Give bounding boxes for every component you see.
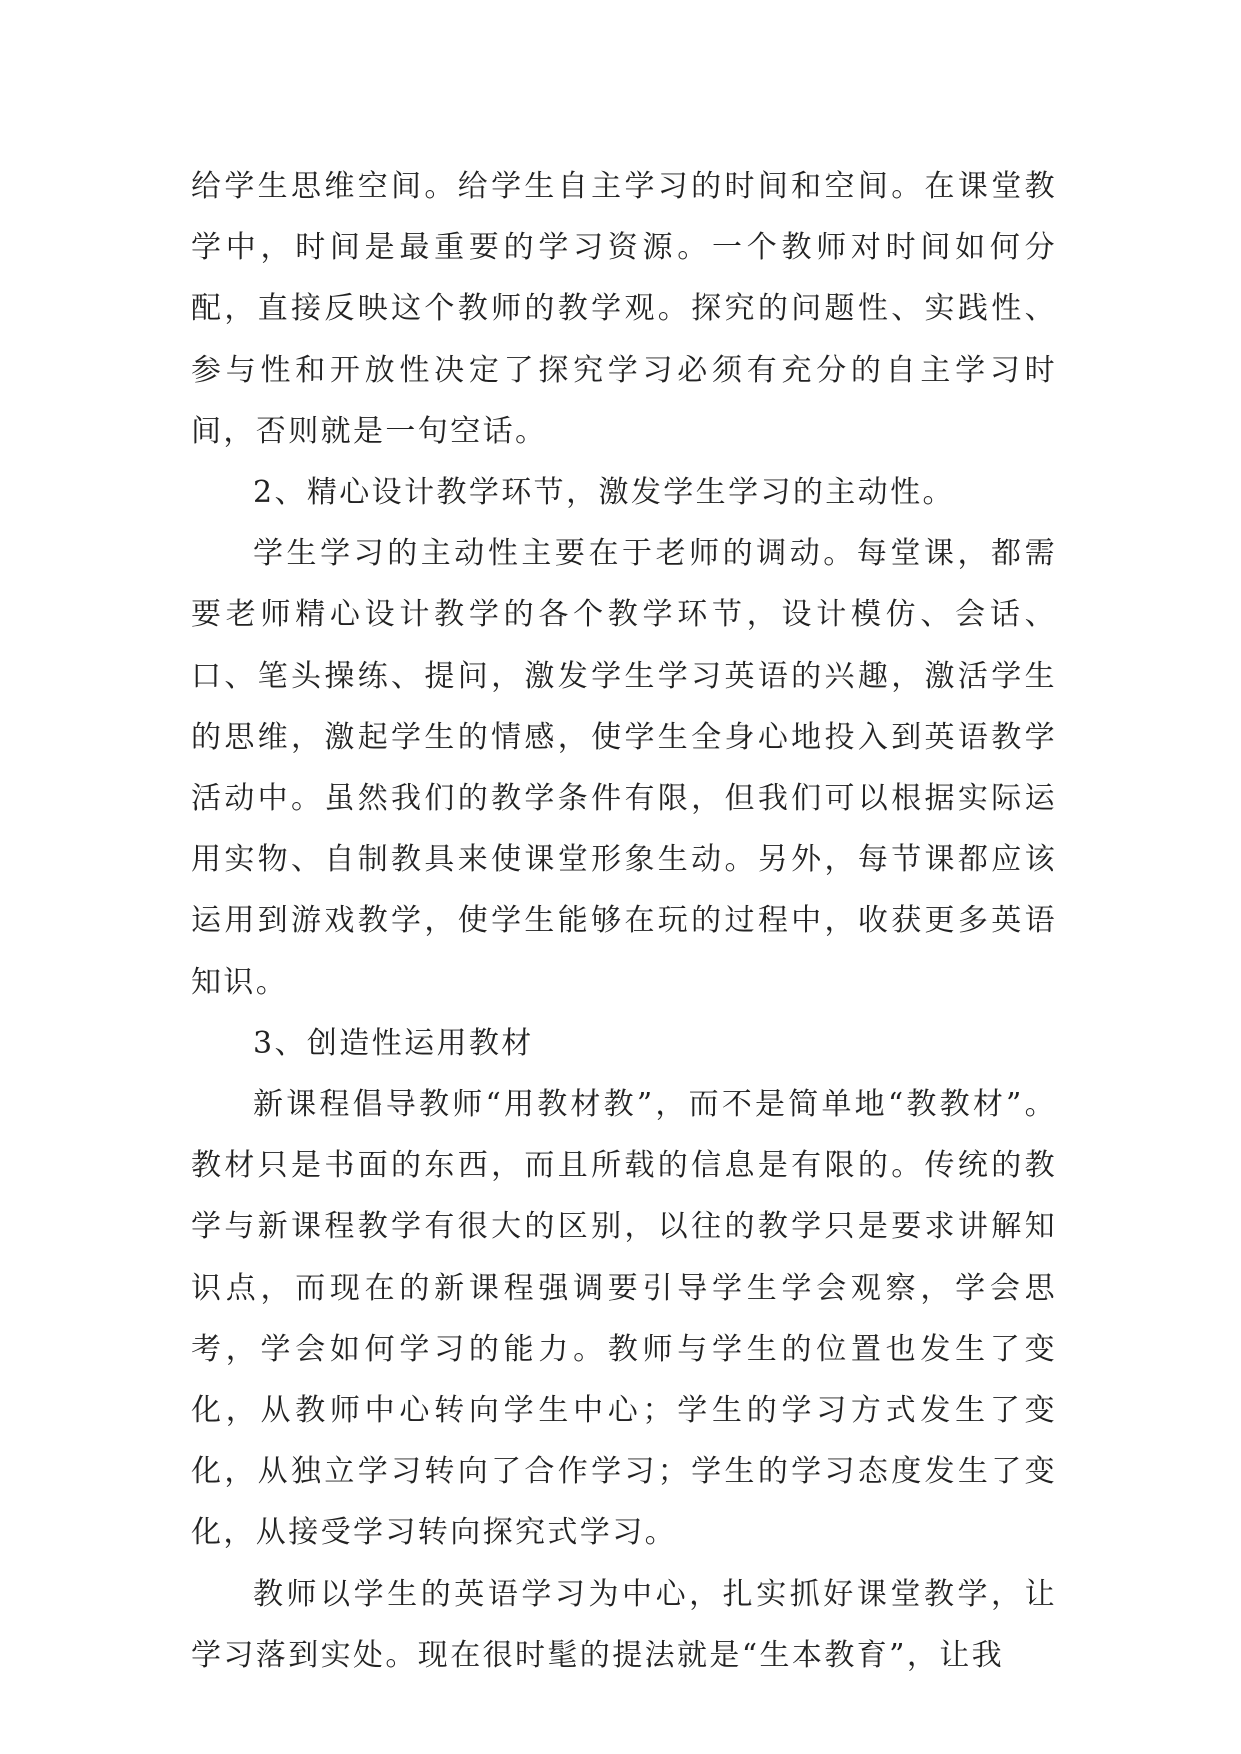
paragraph-student-centered: 教师以学生的英语学习为中心，扎实抓好课堂教学，让学习落到实处。现在很时髦的提法就是“生本教育”，让我 xyxy=(191,1576,1057,1673)
document-body xyxy=(191,156,1057,1686)
paragraph-new-curriculum: 新课程倡导教师“用教材教”，而不是简单地“教教材”。教材只是书面的东西，而且所载的信息是有限的。传统的教学与新课程教学有很大的区别，以往的教学只是要求讲解知识点，而现在的新课程强调要引导学生学会观察，学会思考，学会如何学习的能力。教师与学生的位置也发生了变化，从教师中心转向学生中心；学生的学习方式发生了变化，从独立学习转向了合作学习；学生的学习态度发生了变化，从接受学习转向探究式学习。 xyxy=(191,1087,1057,1551)
section-heading-3: 3、创造性运用教材 xyxy=(253,1025,534,1061)
paragraph-continued: 给学生思维空间。给学生自主学习的时间和空间。在课堂教学中，时间是最重要的学习资源。一个教师对时间如何分配，直接反映这个教师的教学观。探究的问题性、实践性、参与性和开放性决定了探究学习必须有充分的自主学习时间，否则就是一句空话。 xyxy=(191,169,1057,449)
paragraph-student-initiative: 学生学习的主动性主要在于老师的调动。每堂课，都需要老师精心设计教学的各个教学环节，设计模仿、会话、口、笔头操练、提问，激发学生学习英语的兴趣，激活学生的思维，激起学生的情感，使学生全身心地投入到英语教学活动中。虽然我们的教学条件有限，但我们可以根据实际运用实物、自制教具来使课堂形象生动。另外，每节课都应该运用到游戏教学，使学生能够在玩的过程中，收获更多英语知识。 xyxy=(191,536,1057,1000)
section-heading-2: 2、精心设计教学环节，激发学生学习的主动性。 xyxy=(253,475,955,511)
